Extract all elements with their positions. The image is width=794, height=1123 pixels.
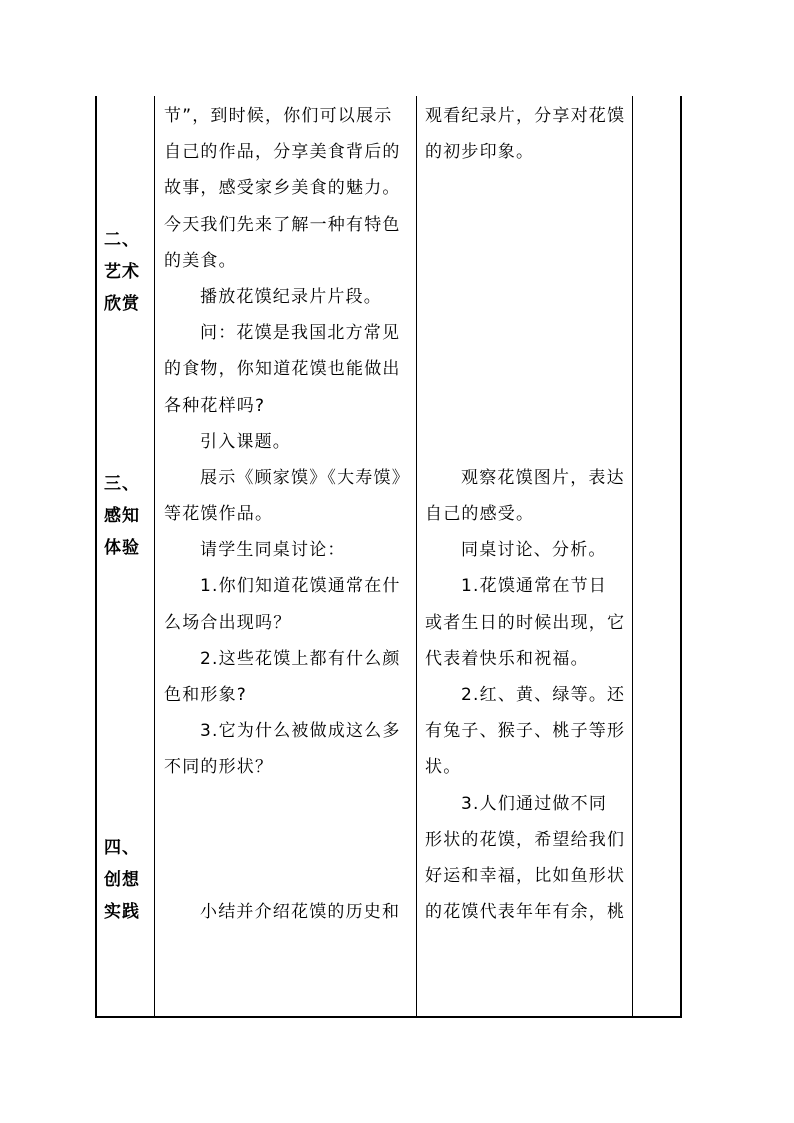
text-line: 不同的形状？ bbox=[164, 757, 274, 778]
spacer bbox=[425, 170, 630, 206]
text-line: 3.人们通过做不同 bbox=[461, 793, 608, 814]
column-divider-1 bbox=[154, 96, 155, 1018]
text-line: 引入课题。 bbox=[200, 431, 291, 452]
text-line: 自己的作品，分享美食背后的 bbox=[164, 142, 401, 163]
stage-line: 艺术 bbox=[104, 262, 140, 282]
text-line: 好运和幸福，比如鱼形状 bbox=[425, 865, 626, 886]
stage-label-4 bbox=[104, 832, 152, 928]
text-line: 1.你们知道花馍通常在什 bbox=[200, 576, 401, 597]
text-line: 播放花馍纪录片片段。 bbox=[200, 286, 382, 307]
stage-line: 二、 bbox=[104, 230, 140, 250]
text-line: 有兔子、猴子、桃子等形 bbox=[425, 721, 626, 742]
spacer bbox=[164, 822, 414, 858]
text-line: 各种花样吗? bbox=[164, 395, 266, 416]
stage-line: 四、 bbox=[104, 838, 140, 858]
text-line: 小结并介绍花馍的历史和 bbox=[200, 902, 401, 923]
text-line: 今天我们先来了解一种有特色 bbox=[164, 214, 401, 235]
text-line: 同桌讨论、分析。 bbox=[461, 540, 607, 561]
student-activity-column bbox=[425, 98, 630, 930]
spacer bbox=[425, 315, 630, 351]
text-line: 色和形象? bbox=[164, 685, 248, 705]
text-line: 2.这些花馍上都有什么颜 bbox=[200, 648, 401, 669]
text-line: 等花馍作品。 bbox=[164, 504, 274, 525]
spacer bbox=[425, 243, 630, 279]
stage-line: 三、 bbox=[104, 474, 140, 494]
spacer bbox=[425, 424, 630, 460]
text-line: 的食物，你知道花馍也能做出 bbox=[164, 359, 401, 380]
spacer bbox=[425, 351, 630, 387]
table-border-bottom bbox=[95, 1016, 682, 1018]
text-line: 1.花馍通常在节日 bbox=[461, 576, 608, 597]
stage-line: 欣赏 bbox=[104, 294, 140, 314]
text-line: 代表着快乐和祝福。 bbox=[425, 648, 589, 669]
text-line: 的美食。 bbox=[164, 250, 237, 271]
table-border-right bbox=[680, 96, 682, 1018]
text-line: 的花馍代表年年有余，桃 bbox=[425, 902, 626, 923]
text-line: 节”，到时候，你们可以展示 bbox=[164, 106, 393, 126]
text-line: 么场合出现吗？ bbox=[164, 612, 292, 633]
text-line: 3.它为什么被做成这么多 bbox=[200, 721, 401, 742]
text-line: 请学生同桌讨论： bbox=[200, 540, 346, 561]
text-line: 观察花馍图片，表达 bbox=[461, 467, 625, 488]
text-line: 自己的感受。 bbox=[425, 504, 535, 525]
text-line: 或者生日的时候出现，它 bbox=[425, 612, 626, 633]
text-line: 问：花馍是我国北方常见 bbox=[200, 323, 401, 344]
text-line: 故事，感受家乡美食的魅力。 bbox=[164, 178, 401, 199]
column-divider-2 bbox=[416, 96, 417, 1018]
teacher-activity-column bbox=[164, 98, 414, 930]
table-border-left bbox=[95, 96, 97, 1018]
text-line: 形状的花馍，希望给我们 bbox=[425, 829, 626, 850]
spacer bbox=[164, 858, 414, 894]
stage-line: 体验 bbox=[104, 538, 140, 558]
stage-label-2 bbox=[104, 224, 152, 320]
text-line: 2.红、黄、绿等。还 bbox=[461, 685, 626, 705]
stage-line: 感知 bbox=[104, 506, 140, 526]
text-line: 的初步印象。 bbox=[425, 142, 535, 163]
text-line: 状。 bbox=[425, 757, 462, 778]
stage-line: 实践 bbox=[104, 902, 140, 922]
spacer bbox=[164, 786, 414, 822]
stage-line: 创想 bbox=[104, 870, 140, 890]
text-line: 展示《顾家馍》《大寿馍》 bbox=[200, 467, 410, 488]
column-divider-3 bbox=[632, 96, 633, 1018]
stage-label-3 bbox=[104, 468, 152, 564]
text-line: 观看纪录片，分享对花馍 bbox=[425, 106, 626, 126]
spacer bbox=[425, 279, 630, 315]
spacer bbox=[425, 207, 630, 243]
spacer bbox=[425, 388, 630, 424]
